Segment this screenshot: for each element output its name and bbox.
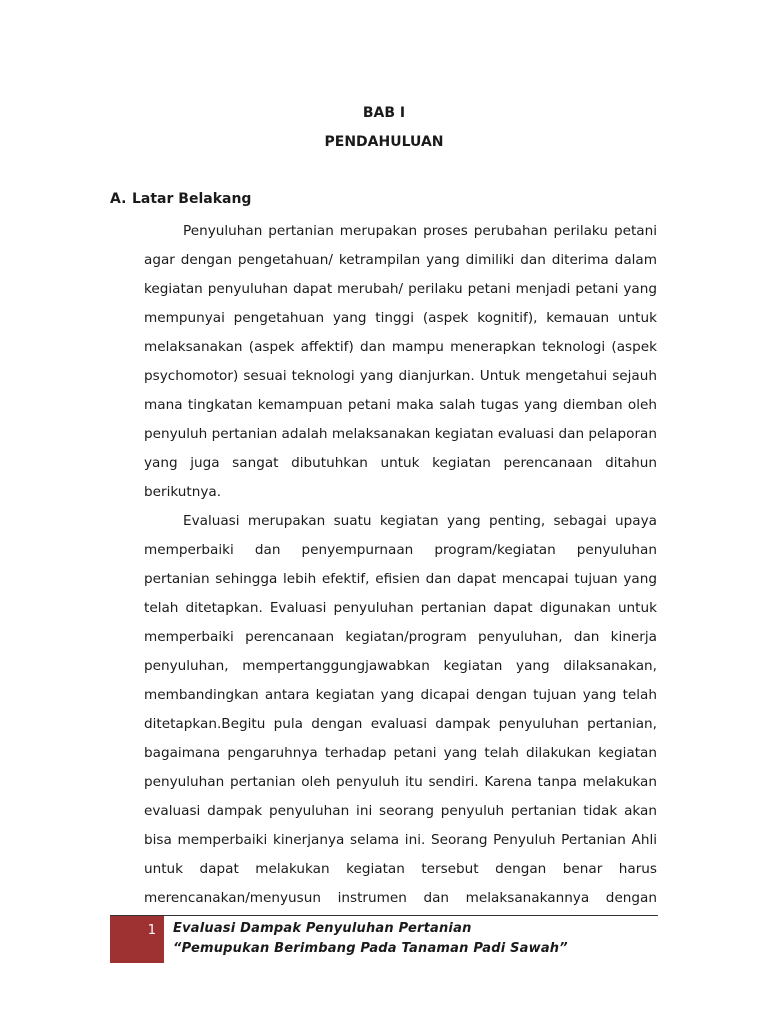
section-heading (110, 191, 251, 207)
paragraph-line: pertanian sehingga lebih efektif, efisien dan dapat mencapai tujuan yang (144, 571, 657, 587)
paragraph-line: psychomotor) sesuai teknologi yang dianjurkan. Untuk mengetahui sejauh (144, 368, 657, 384)
chapter-title: PENDAHULUAN (324, 134, 444, 150)
paragraph-line: berikutnya. (144, 484, 222, 500)
paragraph-line: ditetapkan.Begitu pula dengan evaluasi dampak penyuluhan pertanian, (144, 716, 657, 732)
paragraph-line: memperbaiki perencanaan kegiatan/program penyuluhan, dan kinerja (144, 629, 657, 645)
section-title: Latar Belakang (132, 191, 252, 207)
page-number: 1 (147, 923, 156, 938)
section-letter: A. (110, 191, 127, 207)
paragraph-line: melaksanakan (aspek affektif) dan mampu menerapkan teknologi (aspek (144, 339, 657, 355)
paragraph-line: penyuluhan, mempertanggungjawabkan kegiatan yang dilaksanakan, (144, 658, 657, 674)
paragraph-line: penyuluh pertanian adalah melaksanakan kegiatan evaluasi dan pelaporan (144, 426, 657, 442)
paragraph-line: penyuluhan pertanian oleh penyuluh itu sendiri. Karena tanpa melakukan (144, 774, 657, 790)
paragraph-line: Penyuluhan pertanian merupakan proses perubahan perilaku petani (183, 223, 657, 239)
paragraph-line: evaluasi dampak penyuluhan ini seorang penyuluh pertanian tidak akan (144, 803, 657, 819)
paragraph-line: untuk dapat melakukan kegiatan tersebut dengan benar harus (144, 861, 657, 877)
footer-subtitle: “Pemupukan Berimbang Pada Tanaman Padi Sawah” (173, 941, 568, 956)
paragraph-line: mana tingkatan kemampuan petani maka salah tugas yang diemban oleh (144, 397, 657, 413)
paragraph-line: memperbaiki dan penyempurnaan program/kegiatan penyuluhan (144, 542, 657, 558)
paragraph-line: agar dengan pengetahuan/ ketrampilan yang dimiliki dan diterima dalam (144, 252, 657, 268)
paragraph-line: bagaimana pengaruhnya terhadap petani yang telah dilakukan kegiatan (144, 745, 657, 761)
page-number-box (110, 916, 164, 963)
paragraph-line: mempunyai pengetahuan yang tinggi (aspek kognitif), kemauan untuk (144, 310, 657, 326)
footer-divider (110, 915, 658, 916)
chapter-heading: BAB I (362, 105, 406, 121)
body-text (144, 221, 657, 917)
paragraph-line: telah ditetapkan. Evaluasi penyuluhan pertanian dapat digunakan untuk (144, 600, 657, 616)
paragraph-line: yang juga sangat dibutuhkan untuk kegiatan perencanaan ditahun (144, 455, 657, 471)
paragraph-line: Evaluasi merupakan suatu kegiatan yang penting, sebagai upaya (183, 513, 657, 529)
paragraph-line: membandingkan antara kegiatan yang dicapai dengan tujuan yang telah (144, 687, 657, 703)
paragraph-line: bisa memperbaiki kinerjanya selama ini. Seorang Penyuluh Pertanian Ahli (144, 832, 657, 848)
footer-title: Evaluasi Dampak Penyuluhan Pertanian (173, 921, 472, 936)
paragraph-line: kegiatan penyuluhan dapat merubah/ perilaku petani menjadi petani yang (144, 281, 657, 297)
paragraph-line: merencanakan/menyusun instrumen dan melaksanakannya dengan (144, 890, 657, 906)
